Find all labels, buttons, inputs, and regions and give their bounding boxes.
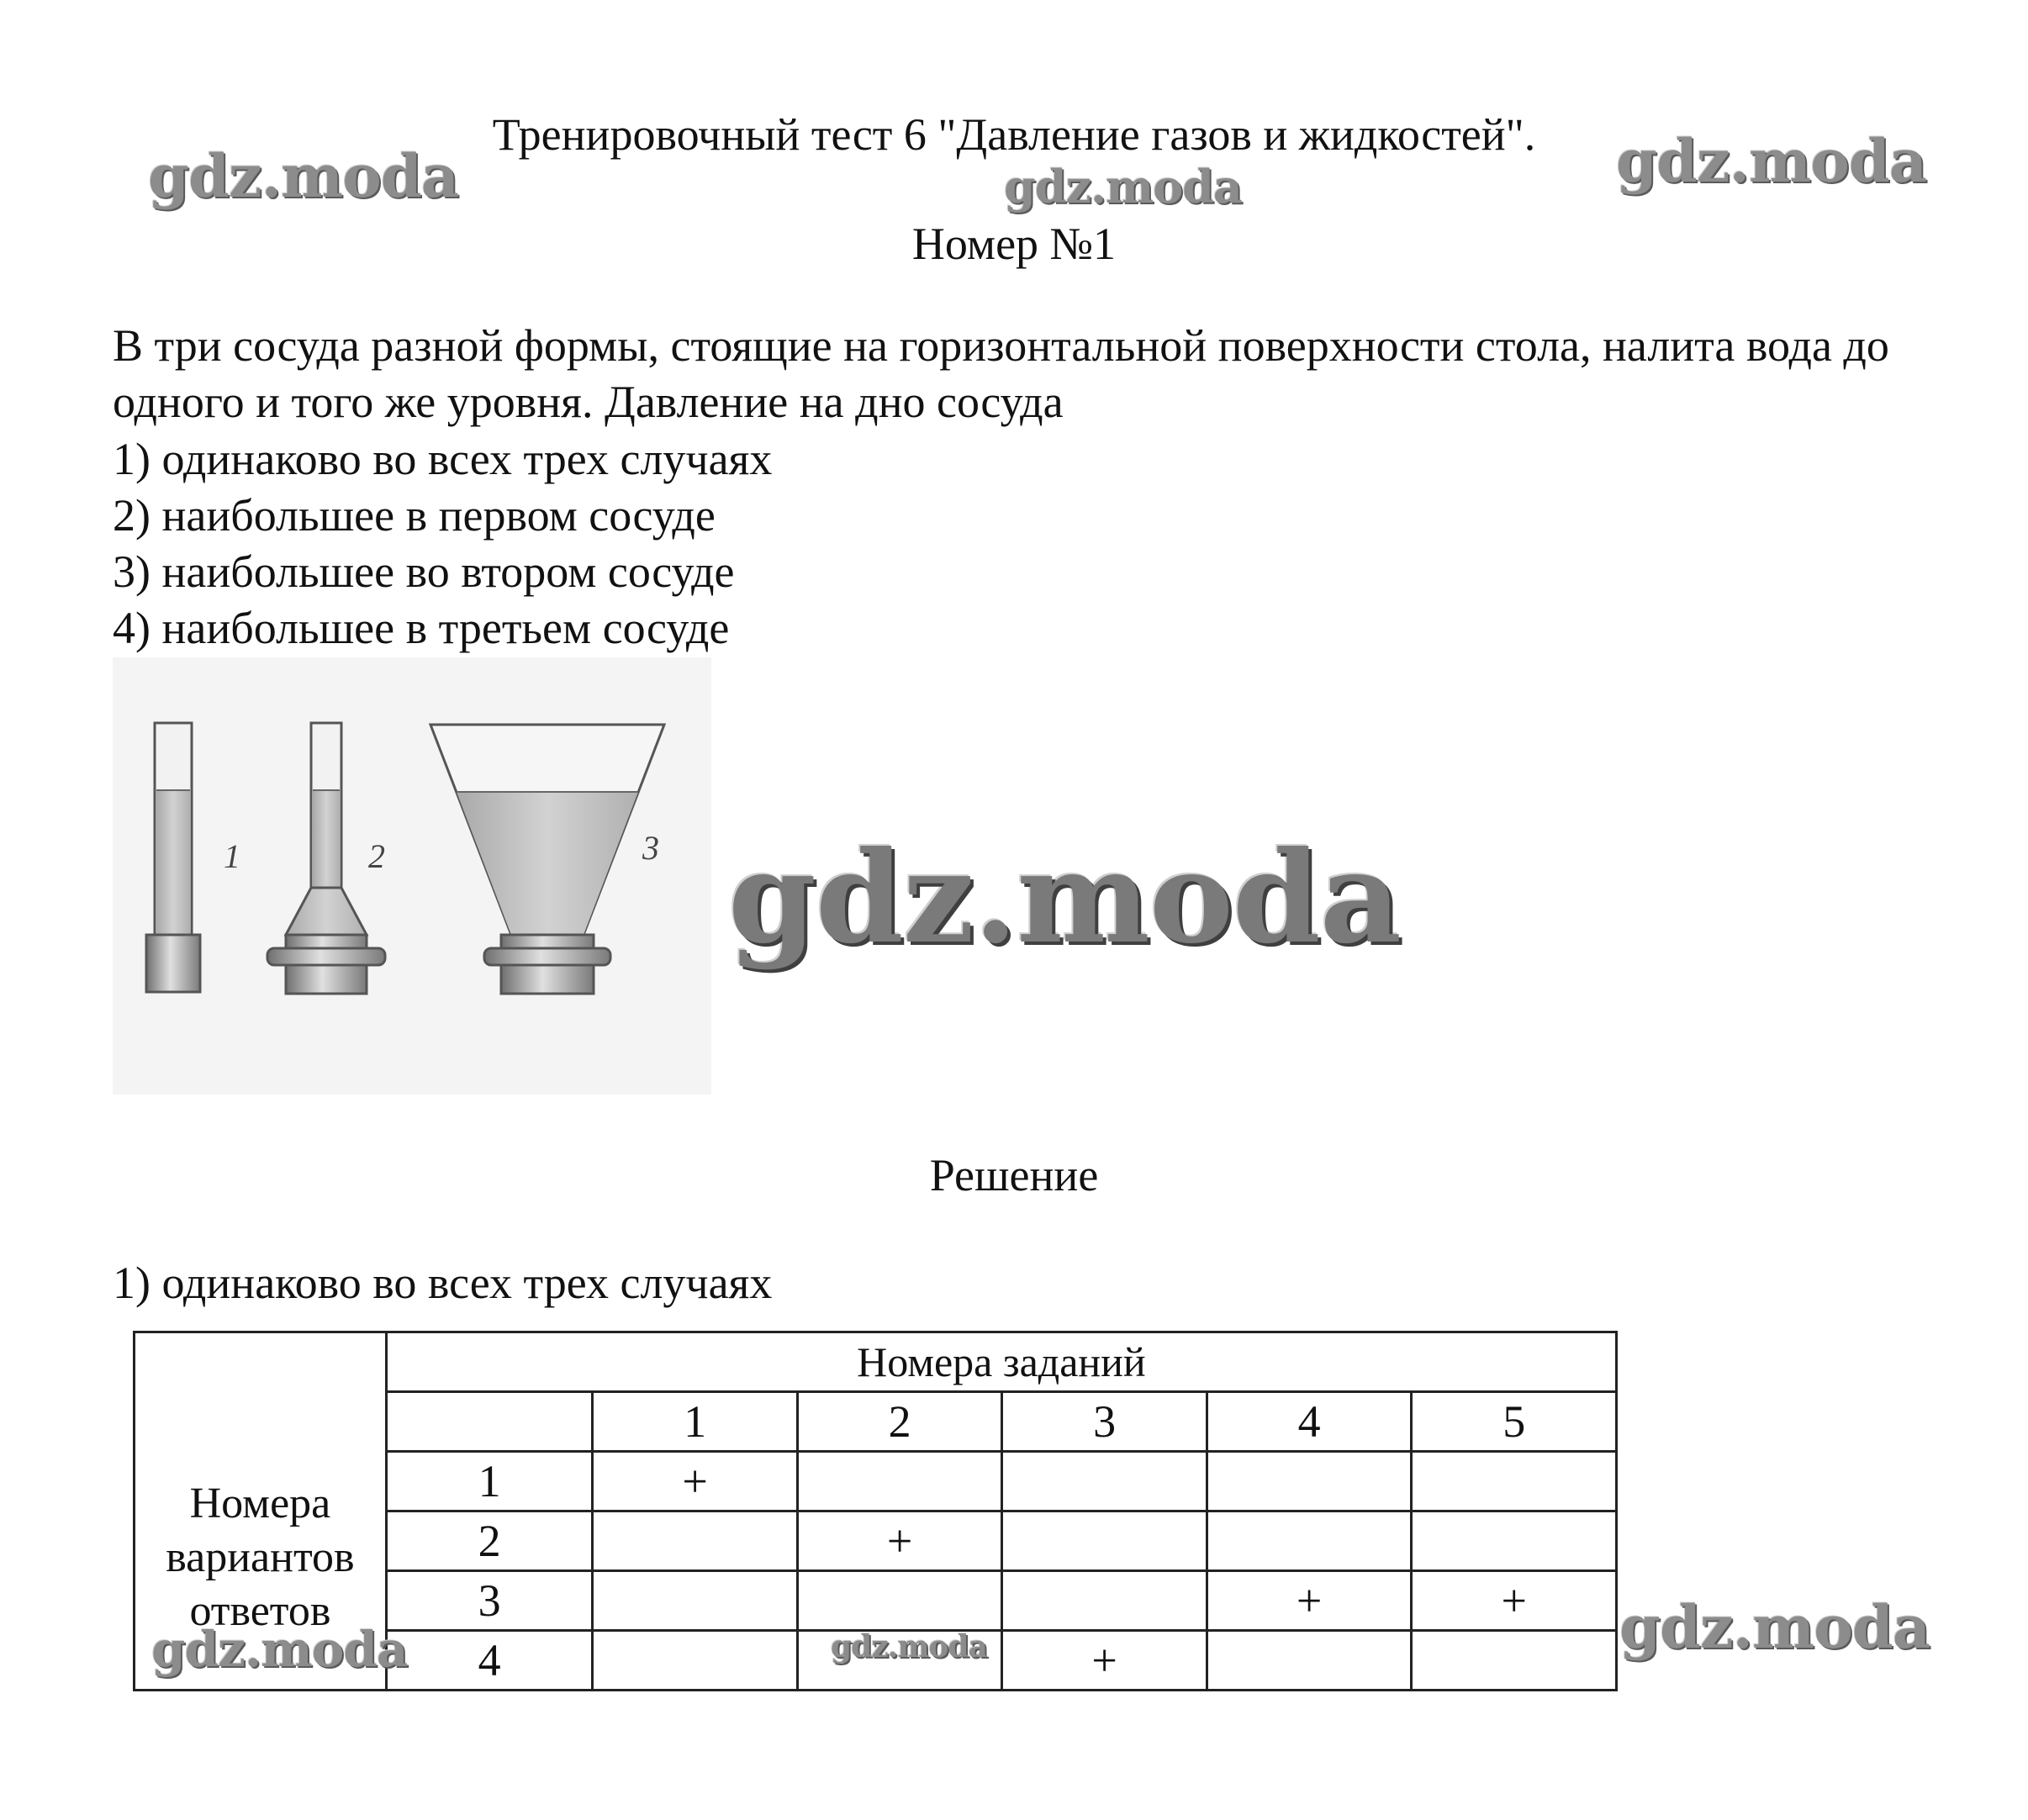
answer-cell (1002, 1452, 1207, 1511)
answer-cell: + (797, 1511, 1002, 1571)
watermark: gdz.moda (151, 1621, 408, 1678)
variant-cell: 3 (386, 1571, 593, 1631)
answer-cell (1207, 1631, 1412, 1691)
option-4: 4) наибольшее в третьем сосуде (113, 603, 730, 653)
watermark: gdz.moda (1616, 126, 1927, 196)
answer-cell: + (593, 1452, 798, 1511)
answer-cell (593, 1511, 798, 1571)
task-number-cell: 2 (797, 1392, 1002, 1452)
question-paragraph: В три сосуда разной формы, стоящие на горизонтальной поверхности стола, налита вода до одного и того же уровня. Давление на дно сосуда (113, 320, 1889, 427)
task-header-cell: Номера заданий (386, 1332, 1616, 1392)
watermark: gdz.moda (831, 1629, 987, 1664)
watermark: gdz.moda (1004, 160, 1242, 214)
vessel-1 (146, 723, 200, 992)
answer-cell (593, 1571, 798, 1631)
answer-cell (797, 1571, 1002, 1631)
table-header-row (135, 1332, 1617, 1392)
answer-cell (1207, 1452, 1412, 1511)
task-number: Номер №1 (911, 219, 1117, 269)
question-text (113, 318, 1962, 430)
answer-cell (797, 1452, 1002, 1511)
vessel-3 (430, 725, 664, 994)
task-number-cell: 3 (1002, 1392, 1207, 1452)
answer-cell: + (1207, 1571, 1412, 1631)
vessel-3-label: 3 (642, 829, 659, 867)
option-1: 1) одинаково во всех трех случаях (113, 434, 773, 484)
watermark: gdz.moda (728, 824, 1402, 972)
solution-answer: 1) одинаково во всех трех случаях (113, 1258, 773, 1308)
vessels-illustration (113, 657, 711, 1095)
watermark: gdz.moda (1619, 1592, 1930, 1662)
variant-cell: 1 (386, 1452, 593, 1511)
vessels-figure (113, 657, 711, 1095)
solution-heading: Решение (929, 1150, 1099, 1200)
vessel-2 (267, 723, 385, 994)
answer-cell (1412, 1631, 1617, 1691)
vessel-1-label: 1 (224, 837, 240, 875)
task-number-cell: 4 (1207, 1392, 1412, 1452)
answer-cell: + (1412, 1571, 1617, 1631)
variant-cell: 2 (386, 1511, 593, 1571)
answer-cell (1002, 1571, 1207, 1631)
row-header-text: Номера вариантов ответов (166, 1479, 355, 1635)
answer-cell (1412, 1511, 1617, 1571)
task-number-cell: 1 (593, 1392, 798, 1452)
answer-cell: + (1002, 1631, 1207, 1691)
answer-cell (593, 1631, 798, 1691)
vessel-2-label: 2 (368, 837, 385, 875)
empty-corner-cell (386, 1392, 593, 1452)
answer-cell (1002, 1511, 1207, 1571)
variant-cell: 4 (386, 1631, 593, 1691)
answer-options (113, 431, 772, 657)
option-2: 2) наибольшее в первом сосуде (113, 490, 716, 541)
answer-cell (1412, 1452, 1617, 1511)
task-number-cell: 5 (1412, 1392, 1617, 1452)
answer-cell (1207, 1511, 1412, 1571)
page-title: Тренировочный тест 6 "Давление газов и жидкостей". (492, 109, 1536, 160)
option-3: 3) наибольшее во втором сосуде (113, 546, 735, 597)
watermark: gdz.moda (148, 141, 459, 211)
